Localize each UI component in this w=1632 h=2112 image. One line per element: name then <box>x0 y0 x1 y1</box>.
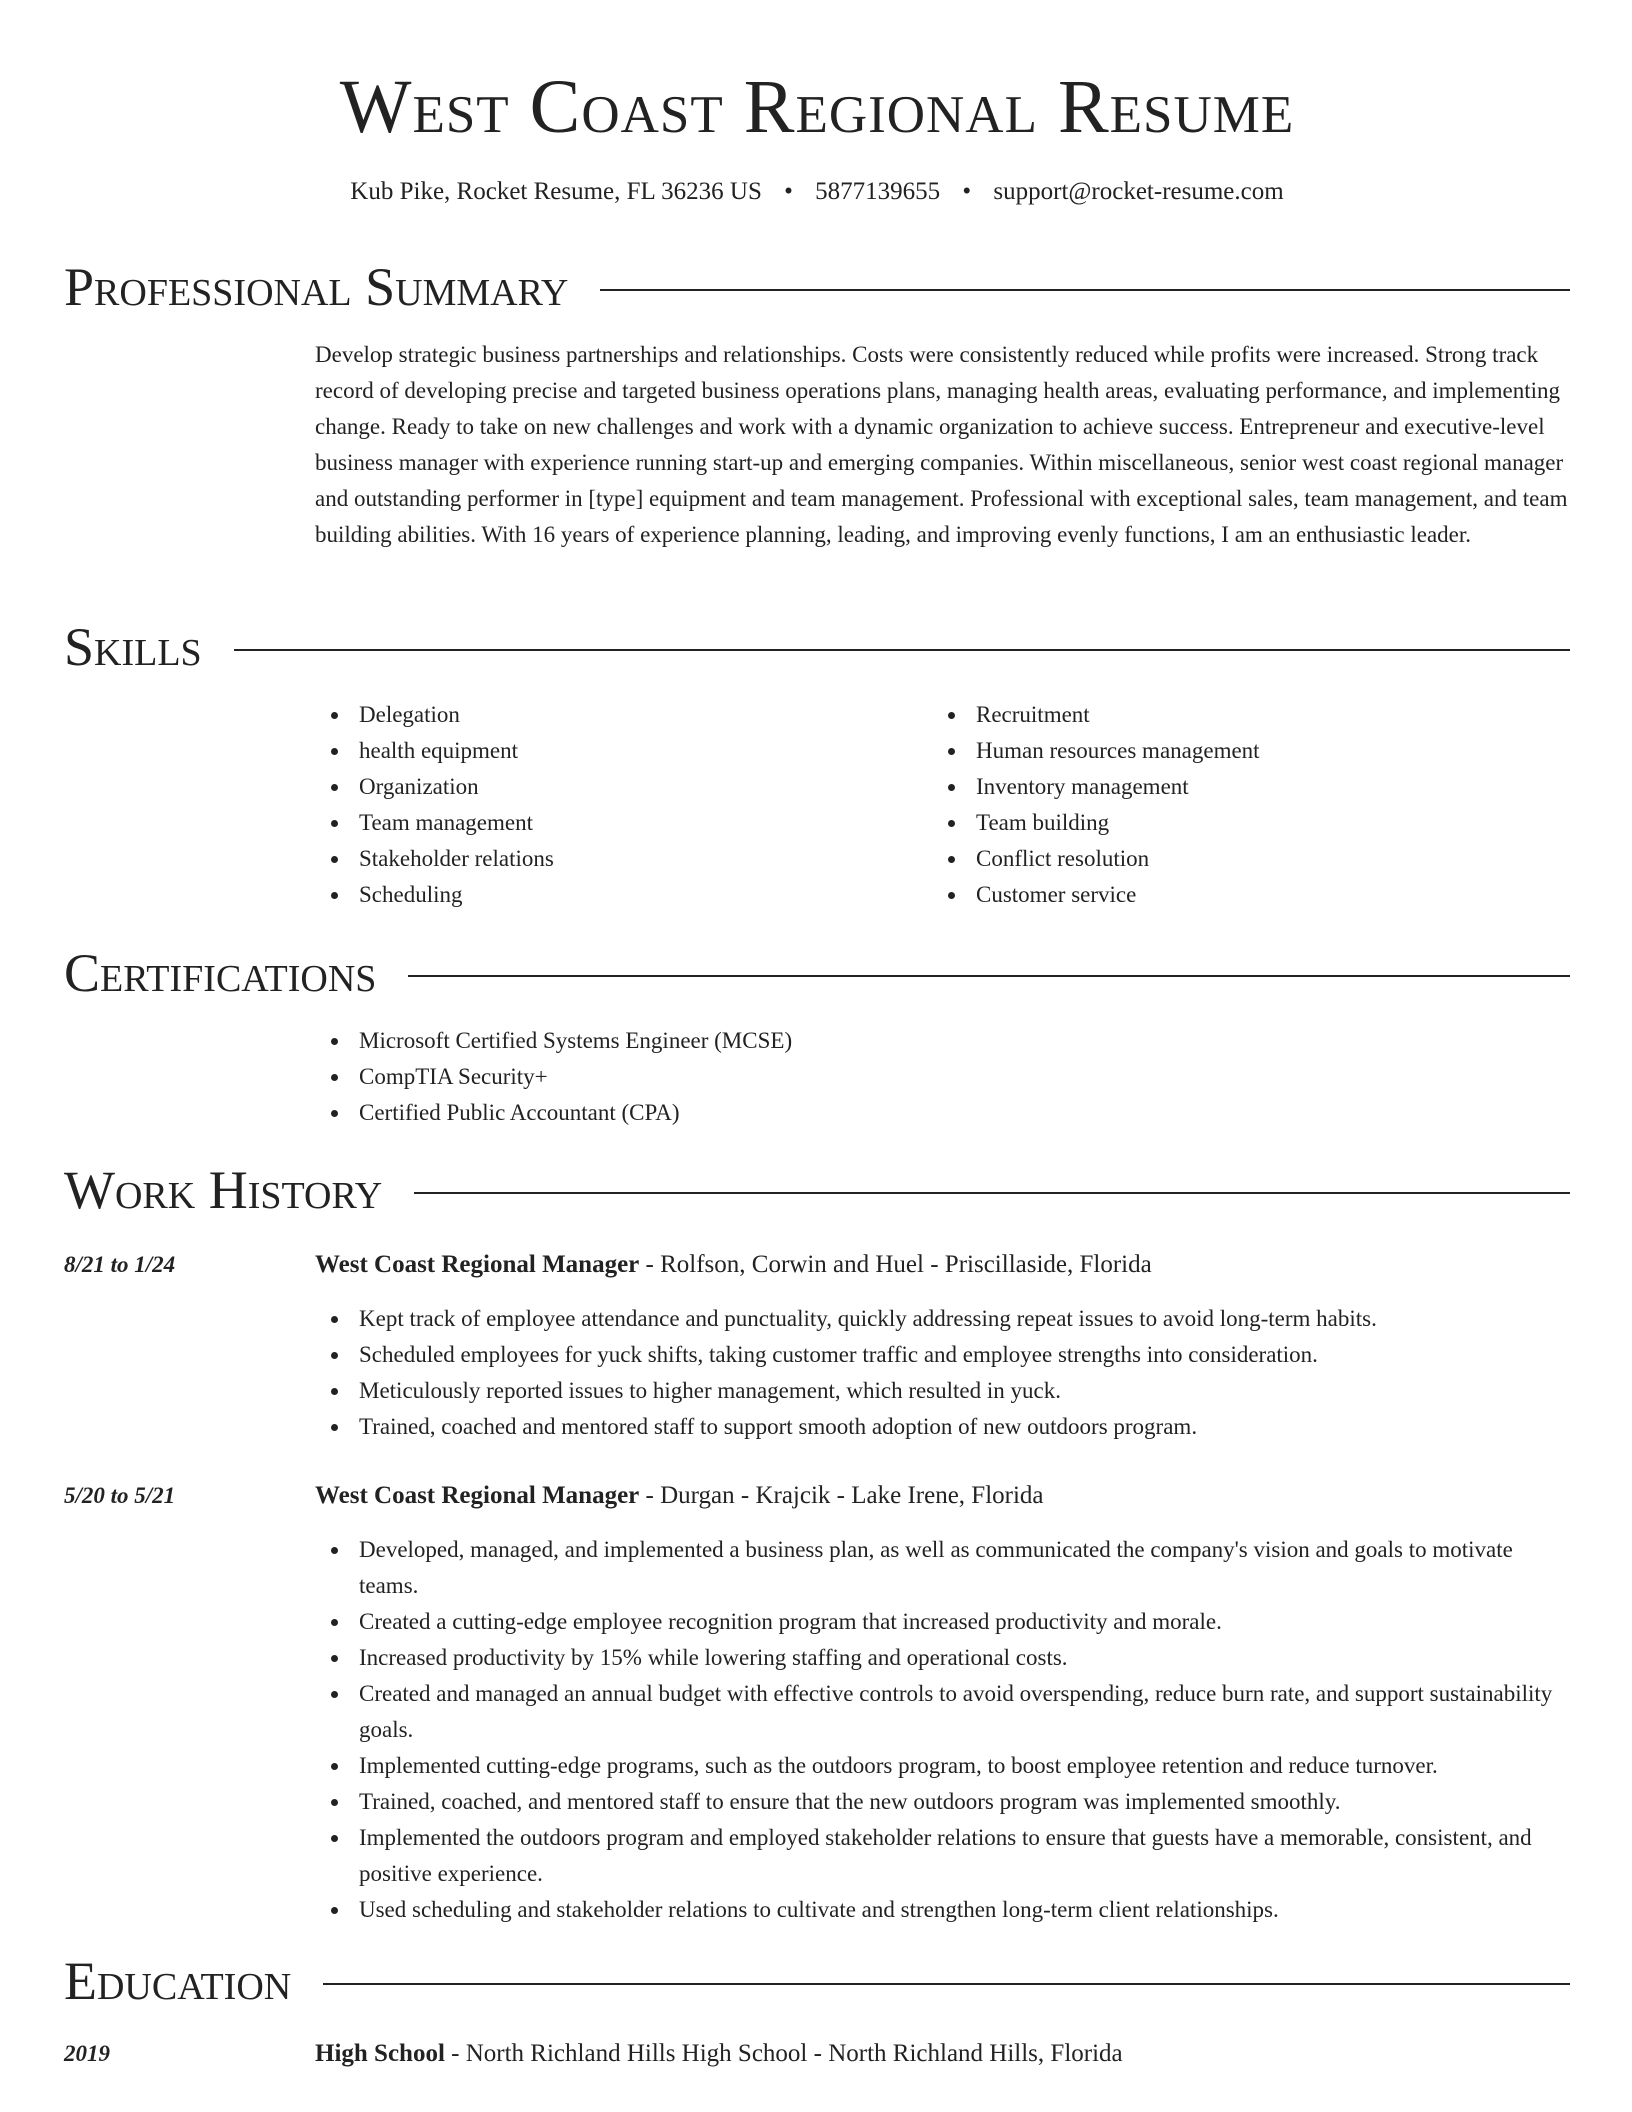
summary-paragraph: Develop strategic business partnerships and relationships. Costs were consistently reduced while profits were increased. Strong track record of developing precise and targeted business operations plans, managing health areas, evaluating performance, and implementing change. Ready to take on new challenges and work with a dynamic organization to achieve success. Entrepreneur and executive-level business manager with experience running start-up and emerging companies. Within miscellaneous, senior west coast regional manager and outstanding performer in [type] equipment and team management. Professional with exceptional sales, team management, and team building abilities. With 16 years of experience planning, leading, and improving evenly functions, I am an enthusiastic leader. <box>315 342 1568 547</box>
summary-heading-text: Professional Summary <box>64 257 569 317</box>
education-heading-line <box>315 2036 1570 2072</box>
skills-list-right <box>932 697 1549 913</box>
summary-content <box>315 337 1570 553</box>
degree: High School <box>315 2040 445 2067</box>
skill-item: Delegation <box>315 697 932 733</box>
work-bullet: Used scheduling and stakeholder relations to cultivate and strengthen long-term client relationships. <box>315 1892 1570 1928</box>
certifications-content <box>315 1023 1570 1131</box>
contact-email: support@rocket-resume.com <box>993 178 1284 205</box>
skills-list-left <box>315 697 932 913</box>
skills-heading-text: Skills <box>64 617 202 677</box>
skill-item: health equipment <box>315 733 932 769</box>
section-divider <box>234 649 1570 651</box>
job-employer-location: - Durgan - Krajcik - Lake Irene, Florida <box>639 1482 1044 1509</box>
contact-address: Kub Pike, Rocket Resume, FL 36236 US <box>350 178 762 205</box>
work-bullet: Increased productivity by 15% while lowering staffing and operational costs. <box>315 1640 1570 1676</box>
work-dates: 5/20 to 5/21 <box>64 1483 176 1508</box>
work-bullet: Meticulously reported issues to higher management, which resulted in yuck. <box>315 1373 1570 1409</box>
skill-item: Team building <box>932 805 1549 841</box>
contact-line <box>64 176 1570 208</box>
work-heading-line <box>315 1247 1570 1283</box>
certifications-heading-text: Certifications <box>64 943 377 1003</box>
work-heading-text: Work History <box>64 1160 383 1220</box>
work-bullet: Created a cutting-edge employee recognition program that increased productivity and morale. <box>315 1604 1570 1640</box>
skill-item: Conflict resolution <box>932 841 1549 877</box>
skills-columns <box>315 697 1570 913</box>
certifications-list <box>315 1023 1570 1131</box>
education-year: 2019 <box>64 2041 110 2066</box>
contact-phone: 5877139655 <box>815 178 941 205</box>
work-bullets <box>315 1301 1570 1445</box>
work-bullet: Kept track of employee attendance and punctuality, quickly addressing repeat issues to avoid long-term habits. <box>315 1301 1570 1337</box>
certification-item: Certified Public Accountant (CPA) <box>315 1095 1570 1131</box>
education-section-heading <box>64 1951 1570 2011</box>
resume-title: West Coast Regional Resume <box>339 65 1295 149</box>
section-divider <box>408 975 1570 977</box>
skill-item: Scheduling <box>315 877 932 913</box>
section-divider <box>323 1983 1570 1985</box>
certification-item: Microsoft Certified Systems Engineer (MCSE) <box>315 1023 1570 1059</box>
section-divider <box>414 1192 1570 1194</box>
skills-section-heading <box>64 617 1570 677</box>
job-title: West Coast Regional Manager <box>315 1251 640 1278</box>
work-bullet: Implemented the outdoors program and employed stakeholder relations to ensure that guests have a memorable, consistent, and positive experience. <box>315 1820 1570 1892</box>
job-employer-location: - Rolfson, Corwin and Huel - Priscillaside, Florida <box>639 1251 1152 1278</box>
bullet-separator: • <box>784 178 793 205</box>
certifications-section-heading <box>64 943 1570 1003</box>
skill-item: Inventory management <box>932 769 1549 805</box>
job-title: West Coast Regional Manager <box>315 1482 640 1509</box>
bullet-separator: • <box>962 178 972 205</box>
skill-item: Recruitment <box>932 697 1549 733</box>
work-bullet: Trained, coached, and mentored staff to ensure that the new outdoors program was implemented smoothly. <box>315 1784 1570 1820</box>
school-location: - North Richland Hills High School - North Richland Hills, Florida <box>444 2040 1123 2067</box>
skill-item: Team management <box>315 805 932 841</box>
skills-content <box>315 697 1570 913</box>
work-heading-line <box>315 1478 1570 1514</box>
work-bullets <box>315 1532 1570 1928</box>
skill-item: Human resources management <box>932 733 1549 769</box>
skill-item: Stakeholder relations <box>315 841 932 877</box>
summary-section-heading <box>64 257 1570 317</box>
work-bullet: Implemented cutting-edge programs, such as the outdoors program, to boost employee retention and reduce turnover. <box>315 1748 1570 1784</box>
work-bullet: Created and managed an annual budget with effective controls to avoid overspending, reduce burn rate, and support sustainability goals. <box>315 1676 1570 1748</box>
skill-item: Customer service <box>932 877 1549 913</box>
work-bullet: Developed, managed, and implemented a business plan, as well as communicated the company's vision and goals to motivate teams. <box>315 1532 1570 1604</box>
skill-item: Organization <box>315 769 932 805</box>
section-divider <box>600 289 1570 291</box>
work-bullet: Trained, coached and mentored staff to support smooth adoption of new outdoors program. <box>315 1409 1570 1445</box>
work-dates: 8/21 to 1/24 <box>64 1252 176 1277</box>
certification-item: CompTIA Security+ <box>315 1059 1570 1095</box>
work-section-heading <box>64 1160 1570 1220</box>
education-heading-text: Education <box>64 1951 292 2011</box>
work-bullet: Scheduled employees for yuck shifts, taking customer traffic and employee strengths into consideration. <box>315 1337 1570 1373</box>
